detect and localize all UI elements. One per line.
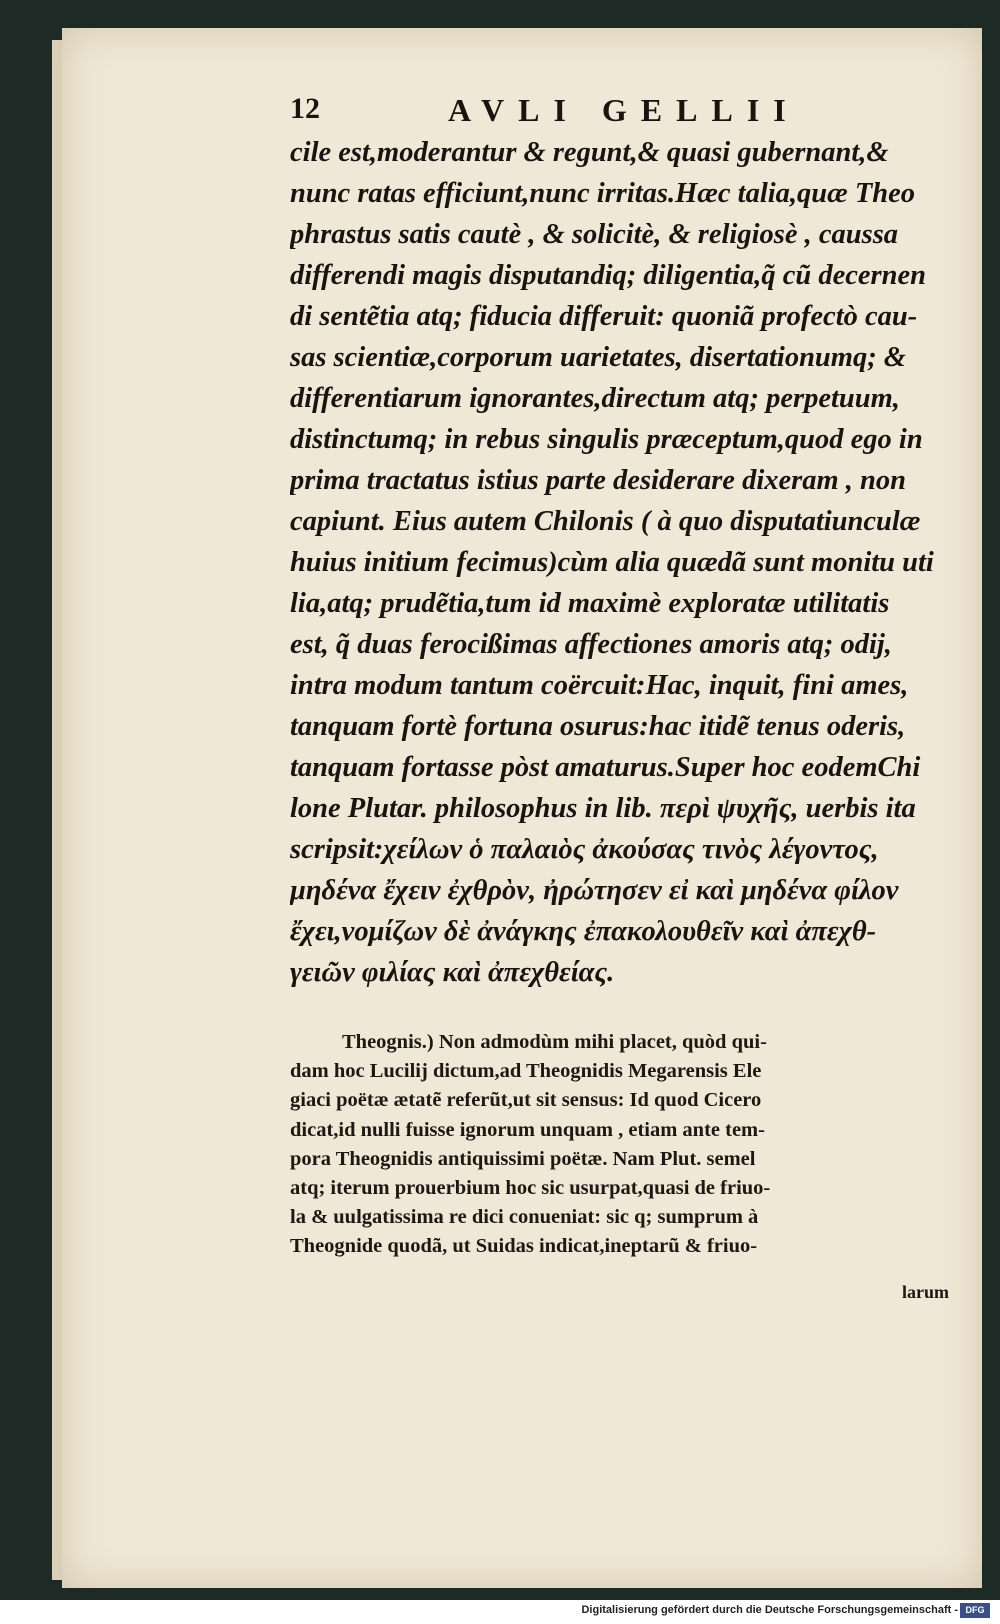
commentary-line: giaci poëtæ ætatẽ referũt,ut sit sensus: Id quod Cicero — [290, 1089, 762, 1112]
commentary-line: pora Theognidis antiquissimi poëtæ. Nam Plut. semel — [290, 1147, 756, 1170]
text-line: distinctumq; in rebus singulis præceptum,quod ego in — [290, 424, 923, 455]
text-line: ἔχει,νομίζων δὲ ἀνάγκης ἐπακολουθεῖν καὶ ἀπεχθ- — [290, 916, 877, 947]
catchword: larum — [902, 1282, 949, 1302]
commentary-line: dam hoc Lucilij dictum,ad Theognidis Megarensis Ele — [290, 1060, 762, 1083]
commentary-line: Theognide quodã, ut Suidas indicat,ineptarũ & friuo- — [290, 1235, 758, 1258]
running-head: AVLI GELLII — [448, 92, 800, 128]
main-text-block — [290, 132, 970, 993]
text-line: lia,atq; prudẽtia,tum id maximè exploratæ utilitatis — [290, 588, 890, 619]
commentary-block — [290, 1028, 970, 1262]
text-line: di sentẽtia atq; fiducia differuit: quoniã profectò cau- — [290, 301, 918, 332]
text-line: lone Plutar. philosophus in lib. περὶ ψυχῆς, uerbis ita — [290, 793, 916, 824]
text-line: nunc ratas efficiunt,nunc irritas.Hæc talia,quæ Theo — [290, 178, 915, 209]
text-line: differendi magis disputandiq; diligentia,q̃ cũ decernen — [290, 260, 926, 291]
text-line: prima tractatus istius parte desiderare dixeram , non — [290, 465, 906, 496]
text-line: est, q̃ duas ferocißimas affectiones amoris atq; odij, — [290, 629, 892, 660]
text-line: tanquam fortasse pòst amaturus.Super hoc eodemChi — [290, 752, 921, 783]
dfg-logo: DFG — [960, 1603, 990, 1618]
text-line: γειῶν φιλίας καὶ ἀπεχθείας. — [290, 957, 615, 988]
commentary-line: atq; iterum prouerbium hoc sic usurpat,quasi de friuo- — [290, 1176, 771, 1199]
commentary-line: la & uulgatissima re dici conueniat: sic q; sumprum à — [290, 1206, 759, 1229]
text-line: μηδένα ἔχειν ἐχθρὸν, ἠρώτησεν εἰ καὶ μηδένα φίλον — [290, 875, 899, 906]
funding-credit: Digitalisierung gefördert durch die Deutsche Forschungsgemeinschaft - — [581, 1604, 958, 1616]
text-line: intra modum tantum coërcuit:Hac, inquit, fini ames, — [290, 670, 909, 701]
text-line: capiunt. Eius autem Chilonis ( à quo disputatiunculæ — [290, 506, 921, 537]
commentary-line: dicat,id nulli fuisse ignorum unquam , etiam ante tem- — [290, 1118, 765, 1141]
footer-bar — [0, 1600, 1000, 1624]
text-line: tanquam fortè fortuna osurus:hac itidẽ tenus oderis, — [290, 711, 906, 742]
text-line: sas scientiæ,corporum uarietates, disertationumq; & — [290, 342, 906, 373]
text-line: differentiarum ignorantes,directum atq; perpetuum, — [290, 383, 900, 414]
text-line: huius initium fecimus)cùm alia quædã sunt monitu uti — [290, 547, 934, 578]
text-line: cile est,moderantur & regunt,& quasi gubernant,& — [290, 137, 889, 168]
page-header — [290, 92, 970, 132]
page-number: 12 — [290, 92, 320, 125]
text-line: phrastus satis cautè , & solicitè, & religiosè , caussa — [290, 219, 899, 250]
commentary-line: Theognis.) Non admodùm mihi placet, quòd qui- — [342, 1031, 767, 1053]
text-line: scripsit:χείλων ὁ παλαιὸς ἀκούσας τινὸς λέγοντος, — [290, 834, 879, 865]
